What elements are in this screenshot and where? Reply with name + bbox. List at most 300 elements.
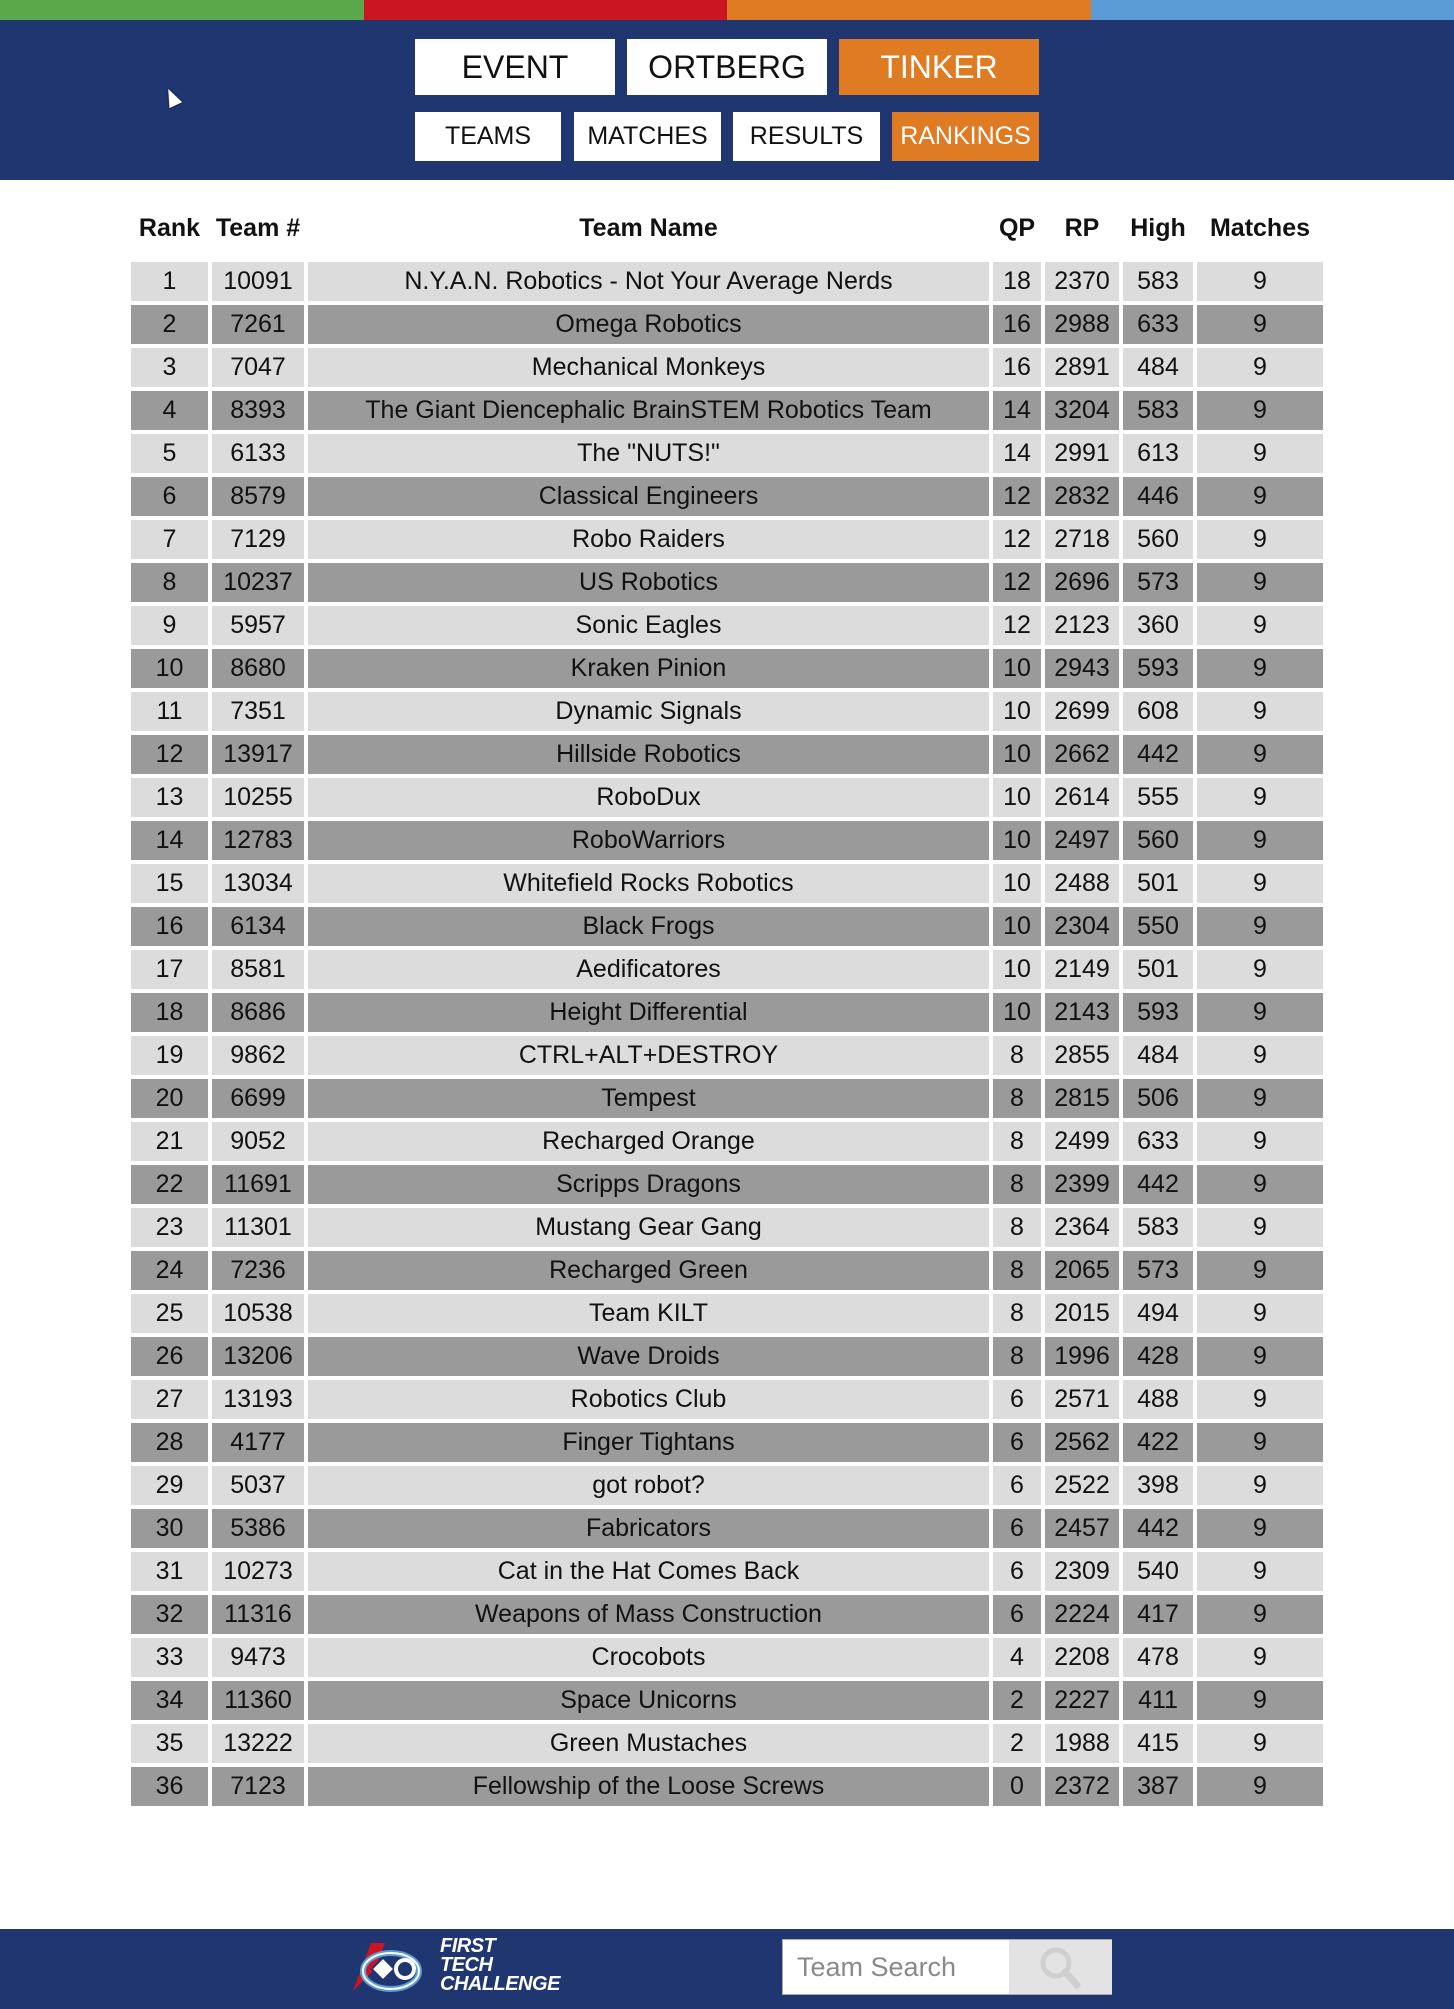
table-row — [131, 1079, 1323, 1118]
cell-matches: 9 — [1197, 649, 1323, 688]
header-matches: Matches — [1209, 213, 1311, 242]
cell-team-name: Omega Robotics — [308, 305, 989, 344]
table-row — [131, 1294, 1323, 1333]
cell-high: 593 — [1123, 993, 1193, 1032]
cell-qp: 10 — [993, 950, 1041, 989]
cell-qp: 12 — [993, 563, 1041, 602]
cell-high: 501 — [1123, 950, 1193, 989]
cell-high: 633 — [1123, 1122, 1193, 1161]
team-search-input[interactable] — [783, 1940, 1009, 1994]
header-qp: QP — [998, 213, 1036, 242]
cell-team-number: 5386 — [212, 1509, 304, 1548]
cell-team-number: 5957 — [212, 606, 304, 645]
table-row — [131, 692, 1323, 731]
cell-high: 484 — [1123, 1036, 1193, 1075]
cell-team-number: 6699 — [212, 1079, 304, 1118]
cell-rp: 2457 — [1045, 1509, 1119, 1548]
cell-rank: 36 — [131, 1767, 208, 1806]
cell-team-number: 11360 — [212, 1681, 304, 1720]
cell-rank: 4 — [131, 391, 208, 430]
cell-team-number: 8686 — [212, 993, 304, 1032]
cell-team-number: 7351 — [212, 692, 304, 731]
cell-qp: 10 — [993, 649, 1041, 688]
cell-high: 428 — [1123, 1337, 1193, 1376]
cell-qp: 16 — [993, 305, 1041, 344]
cell-rank: 32 — [131, 1595, 208, 1634]
cell-high: 415 — [1123, 1724, 1193, 1763]
cell-qp: 6 — [993, 1423, 1041, 1462]
table-row — [131, 1165, 1323, 1204]
cell-rp: 2891 — [1045, 348, 1119, 387]
table-row — [131, 262, 1323, 301]
cell-high: 560 — [1123, 821, 1193, 860]
cell-matches: 9 — [1197, 1681, 1323, 1720]
cell-team-number: 7236 — [212, 1251, 304, 1290]
cell-rp: 2988 — [1045, 305, 1119, 344]
cell-qp: 8 — [993, 1122, 1041, 1161]
cell-matches: 9 — [1197, 1208, 1323, 1247]
cell-rp: 2372 — [1045, 1767, 1119, 1806]
cell-high: 613 — [1123, 434, 1193, 473]
cell-team-number: 10255 — [212, 778, 304, 817]
results-button[interactable]: RESULTS — [733, 112, 880, 161]
table-row — [131, 1380, 1323, 1419]
cell-matches: 9 — [1197, 1380, 1323, 1419]
cell-high: 360 — [1123, 606, 1193, 645]
logo-text — [440, 1937, 560, 1994]
cell-rank: 34 — [131, 1681, 208, 1720]
cell-rank: 27 — [131, 1380, 208, 1419]
cell-high: 422 — [1123, 1423, 1193, 1462]
cell-team-number: 7261 — [212, 305, 304, 344]
cell-team-name: Team KILT — [308, 1294, 989, 1333]
cell-rp: 2224 — [1045, 1595, 1119, 1634]
cell-matches: 9 — [1197, 1294, 1323, 1333]
cell-rank: 17 — [131, 950, 208, 989]
cell-high: 560 — [1123, 520, 1193, 559]
cell-rank: 8 — [131, 563, 208, 602]
cell-rank: 30 — [131, 1509, 208, 1548]
table-row — [131, 1466, 1323, 1505]
cell-qp: 10 — [993, 821, 1041, 860]
cell-rank: 10 — [131, 649, 208, 688]
cell-matches: 9 — [1197, 1165, 1323, 1204]
cell-team-name: RoboWarriors — [308, 821, 989, 860]
cell-matches: 9 — [1197, 821, 1323, 860]
cell-team-name: Recharged Orange — [308, 1122, 989, 1161]
cell-high: 540 — [1123, 1552, 1193, 1591]
cell-high: 583 — [1123, 391, 1193, 430]
header-rp: RP — [1064, 213, 1100, 242]
table-row — [131, 1681, 1323, 1720]
cell-team-name: Robotics Club — [308, 1380, 989, 1419]
tinker-button[interactable]: TINKER — [839, 39, 1039, 95]
event-button[interactable]: EVENT — [415, 39, 615, 95]
cell-matches: 9 — [1197, 520, 1323, 559]
search-icon — [1009, 1940, 1112, 1994]
cell-team-name: got robot? — [308, 1466, 989, 1505]
cell-team-name: Wave Droids — [308, 1337, 989, 1376]
table-row — [131, 1638, 1323, 1677]
table-row — [131, 1552, 1323, 1591]
cell-team-name: Fabricators — [308, 1509, 989, 1548]
cell-high: 583 — [1123, 1208, 1193, 1247]
cell-matches: 9 — [1197, 434, 1323, 473]
table-row — [131, 778, 1323, 817]
cell-team-number: 4177 — [212, 1423, 304, 1462]
cell-team-number: 6133 — [212, 434, 304, 473]
cell-rp: 2614 — [1045, 778, 1119, 817]
cell-qp: 8 — [993, 1079, 1041, 1118]
cell-matches: 9 — [1197, 1337, 1323, 1376]
cell-team-number: 13193 — [212, 1380, 304, 1419]
cell-qp: 14 — [993, 391, 1041, 430]
cell-rp: 1988 — [1045, 1724, 1119, 1763]
cell-team-name: Black Frogs — [308, 907, 989, 946]
cell-team-number: 11316 — [212, 1595, 304, 1634]
cell-team-name: The Giant Diencephalic BrainSTEM Robotics Team — [308, 391, 989, 430]
cell-team-number: 8393 — [212, 391, 304, 430]
cell-high: 494 — [1123, 1294, 1193, 1333]
table-row — [131, 950, 1323, 989]
cell-high: 633 — [1123, 305, 1193, 344]
cell-rp: 2855 — [1045, 1036, 1119, 1075]
cell-team-number: 12783 — [212, 821, 304, 860]
cell-qp: 16 — [993, 348, 1041, 387]
table-row — [131, 1767, 1323, 1806]
cell-high: 555 — [1123, 778, 1193, 817]
cell-team-number: 10091 — [212, 262, 304, 301]
cell-qp: 14 — [993, 434, 1041, 473]
cell-rp: 2370 — [1045, 262, 1119, 301]
table-row — [131, 1337, 1323, 1376]
table-row — [131, 520, 1323, 559]
cell-matches: 9 — [1197, 606, 1323, 645]
header-rank: Rank — [138, 213, 201, 242]
cell-matches: 9 — [1197, 1767, 1323, 1806]
cell-rank: 9 — [131, 606, 208, 645]
cell-qp: 10 — [993, 735, 1041, 774]
cell-high: 442 — [1123, 1509, 1193, 1548]
cell-high: 442 — [1123, 1165, 1193, 1204]
cell-rp: 2699 — [1045, 692, 1119, 731]
footer-bar — [0, 1929, 1454, 2009]
cell-matches: 9 — [1197, 563, 1323, 602]
cell-team-name: The "NUTS!" — [308, 434, 989, 473]
cell-rank: 5 — [131, 434, 208, 473]
cell-team-number: 7129 — [212, 520, 304, 559]
table-row — [131, 606, 1323, 645]
cell-qp: 10 — [993, 692, 1041, 731]
cell-team-name: Dynamic Signals — [308, 692, 989, 731]
stripe-green — [0, 0, 364, 20]
cell-rank: 25 — [131, 1294, 208, 1333]
cell-team-number: 9473 — [212, 1638, 304, 1677]
cell-matches: 9 — [1197, 1724, 1323, 1763]
cell-team-name: Tempest — [308, 1079, 989, 1118]
stripe-orange — [727, 0, 1091, 20]
cell-rank: 20 — [131, 1079, 208, 1118]
table-row — [131, 1251, 1323, 1290]
table-row — [131, 391, 1323, 430]
cell-team-number: 8579 — [212, 477, 304, 516]
cell-rank: 2 — [131, 305, 208, 344]
color-stripe — [0, 0, 1454, 20]
cell-team-name: Fellowship of the Loose Screws — [308, 1767, 989, 1806]
rankings-table — [127, 194, 1327, 1810]
logo-line-challenge: CHALLENGE — [440, 1973, 560, 1995]
cell-high: 442 — [1123, 735, 1193, 774]
cell-qp: 12 — [993, 477, 1041, 516]
cell-high: 550 — [1123, 907, 1193, 946]
table-row — [131, 1423, 1323, 1462]
cell-team-name: Mechanical Monkeys — [308, 348, 989, 387]
header-team-number: Team # — [215, 213, 301, 242]
cell-rp: 2309 — [1045, 1552, 1119, 1591]
search-button[interactable] — [1009, 1940, 1112, 1994]
cell-qp: 2 — [993, 1724, 1041, 1763]
cell-high: 446 — [1123, 477, 1193, 516]
cell-matches: 9 — [1197, 1251, 1323, 1290]
cell-rank: 12 — [131, 735, 208, 774]
cell-qp: 10 — [993, 907, 1041, 946]
table-row — [131, 993, 1323, 1032]
cell-qp: 4 — [993, 1638, 1041, 1677]
cell-rp: 2696 — [1045, 563, 1119, 602]
cell-qp: 0 — [993, 1767, 1041, 1806]
cell-team-number: 13917 — [212, 735, 304, 774]
table-row — [131, 1509, 1323, 1548]
cell-rank: 22 — [131, 1165, 208, 1204]
cell-matches: 9 — [1197, 1638, 1323, 1677]
teams-button[interactable]: TEAMS — [415, 112, 561, 161]
cell-qp: 6 — [993, 1466, 1041, 1505]
table-row — [131, 907, 1323, 946]
table-row — [131, 1036, 1323, 1075]
table-row — [131, 649, 1323, 688]
cell-team-number: 11691 — [212, 1165, 304, 1204]
cell-team-name: Robo Raiders — [308, 520, 989, 559]
cell-rp: 2571 — [1045, 1380, 1119, 1419]
cell-high: 573 — [1123, 1251, 1193, 1290]
header-team-name: Team Name — [579, 213, 718, 242]
logo-line-tech: TECH — [440, 1954, 493, 1976]
cell-qp: 10 — [993, 993, 1041, 1032]
cell-rp: 2149 — [1045, 950, 1119, 989]
cell-qp: 10 — [993, 778, 1041, 817]
cell-rp: 2227 — [1045, 1681, 1119, 1720]
cell-rank: 24 — [131, 1251, 208, 1290]
cell-rp: 2497 — [1045, 821, 1119, 860]
cell-rp: 2718 — [1045, 520, 1119, 559]
cell-qp: 8 — [993, 1165, 1041, 1204]
cell-team-name: Hillside Robotics — [308, 735, 989, 774]
cell-high: 411 — [1123, 1681, 1193, 1720]
cell-rp: 2815 — [1045, 1079, 1119, 1118]
cell-rp: 2399 — [1045, 1165, 1119, 1204]
team-search — [782, 1939, 1112, 1995]
cell-matches: 9 — [1197, 391, 1323, 430]
cell-rank: 19 — [131, 1036, 208, 1075]
cell-team-number: 8680 — [212, 649, 304, 688]
cell-high: 398 — [1123, 1466, 1193, 1505]
cell-matches: 9 — [1197, 1423, 1323, 1462]
rankings-button[interactable]: RANKINGS — [892, 112, 1039, 161]
cell-qp: 8 — [993, 1036, 1041, 1075]
table-row — [131, 1122, 1323, 1161]
cell-team-name: Height Differential — [308, 993, 989, 1032]
cell-matches: 9 — [1197, 864, 1323, 903]
cell-qp: 10 — [993, 864, 1041, 903]
cell-high: 387 — [1123, 1767, 1193, 1806]
table-row — [131, 305, 1323, 344]
table-row — [131, 864, 1323, 903]
cell-team-name: Green Mustaches — [308, 1724, 989, 1763]
cell-rank: 13 — [131, 778, 208, 817]
cell-team-number: 13034 — [212, 864, 304, 903]
cell-qp: 2 — [993, 1681, 1041, 1720]
cell-matches: 9 — [1197, 1036, 1323, 1075]
cell-team-name: Kraken Pinion — [308, 649, 989, 688]
cell-rp: 2065 — [1045, 1251, 1119, 1290]
cell-rank: 15 — [131, 864, 208, 903]
cell-team-number: 13206 — [212, 1337, 304, 1376]
stripe-red — [364, 0, 728, 20]
cell-rank: 31 — [131, 1552, 208, 1591]
cell-team-name: Sonic Eagles — [308, 606, 989, 645]
cell-rank: 28 — [131, 1423, 208, 1462]
cell-team-number: 10237 — [212, 563, 304, 602]
cell-team-number: 6134 — [212, 907, 304, 946]
cell-team-name: CTRL+ALT+DESTROY — [308, 1036, 989, 1075]
cell-team-name: Space Unicorns — [308, 1681, 989, 1720]
cell-rp: 2562 — [1045, 1423, 1119, 1462]
cell-qp: 12 — [993, 606, 1041, 645]
cell-high: 484 — [1123, 348, 1193, 387]
cell-rank: 3 — [131, 348, 208, 387]
cell-qp: 6 — [993, 1509, 1041, 1548]
cell-team-name: US Robotics — [308, 563, 989, 602]
cell-matches: 9 — [1197, 262, 1323, 301]
cell-team-name: Mustang Gear Gang — [308, 1208, 989, 1247]
cell-team-name: Scripps Dragons — [308, 1165, 989, 1204]
cell-qp: 18 — [993, 262, 1041, 301]
cell-team-name: Aedificatores — [308, 950, 989, 989]
cell-qp: 8 — [993, 1208, 1041, 1247]
cell-rank: 26 — [131, 1337, 208, 1376]
cell-high: 478 — [1123, 1638, 1193, 1677]
cell-high: 583 — [1123, 262, 1193, 301]
cell-team-number: 9862 — [212, 1036, 304, 1075]
cell-rp: 2832 — [1045, 477, 1119, 516]
cell-rp: 2499 — [1045, 1122, 1119, 1161]
stripe-blue — [1091, 0, 1454, 20]
cell-rank: 6 — [131, 477, 208, 516]
table-row — [131, 1208, 1323, 1247]
cell-team-number: 7047 — [212, 348, 304, 387]
cell-rp: 2015 — [1045, 1294, 1119, 1333]
table-row — [131, 348, 1323, 387]
cell-rank: 35 — [131, 1724, 208, 1763]
ortberg-button[interactable]: ORTBERG — [627, 39, 827, 95]
table-row — [131, 821, 1323, 860]
cell-matches: 9 — [1197, 1079, 1323, 1118]
cell-matches: 9 — [1197, 907, 1323, 946]
cell-qp: 12 — [993, 520, 1041, 559]
cell-high: 506 — [1123, 1079, 1193, 1118]
cell-rp: 2143 — [1045, 993, 1119, 1032]
matches-button[interactable]: MATCHES — [574, 112, 721, 161]
cell-team-number: 10273 — [212, 1552, 304, 1591]
cell-rank: 29 — [131, 1466, 208, 1505]
cell-matches: 9 — [1197, 778, 1323, 817]
cell-team-name: RoboDux — [308, 778, 989, 817]
cell-matches: 9 — [1197, 305, 1323, 344]
cell-rank: 21 — [131, 1122, 208, 1161]
cell-rp: 2364 — [1045, 1208, 1119, 1247]
cell-rank: 14 — [131, 821, 208, 860]
cell-team-number: 11301 — [212, 1208, 304, 1247]
cell-high: 488 — [1123, 1380, 1193, 1419]
cell-matches: 9 — [1197, 348, 1323, 387]
cell-matches: 9 — [1197, 1552, 1323, 1591]
cell-team-number: 9052 — [212, 1122, 304, 1161]
cell-matches: 9 — [1197, 1509, 1323, 1548]
cell-rp: 3204 — [1045, 391, 1119, 430]
cell-team-name: Whitefield Rocks Robotics — [308, 864, 989, 903]
logo-line-first: FIRST — [440, 1935, 496, 1957]
cell-rp: 2123 — [1045, 606, 1119, 645]
cell-rp: 2304 — [1045, 907, 1119, 946]
cell-rank: 33 — [131, 1638, 208, 1677]
cell-high: 573 — [1123, 563, 1193, 602]
cell-high: 593 — [1123, 649, 1193, 688]
cell-team-number: 10538 — [212, 1294, 304, 1333]
cell-qp: 8 — [993, 1294, 1041, 1333]
cell-team-number: 8581 — [212, 950, 304, 989]
cell-team-number: 5037 — [212, 1466, 304, 1505]
cell-rp: 2943 — [1045, 649, 1119, 688]
cell-rp: 2522 — [1045, 1466, 1119, 1505]
cell-team-name: N.Y.A.N. Robotics - Not Your Average Nerds — [308, 262, 989, 301]
cell-team-name: Weapons of Mass Construction — [308, 1595, 989, 1634]
cell-qp: 6 — [993, 1595, 1041, 1634]
table-row — [131, 477, 1323, 516]
cell-team-name: Crocobots — [308, 1638, 989, 1677]
cell-rank: 16 — [131, 907, 208, 946]
table-row — [131, 1595, 1323, 1634]
table-row — [131, 434, 1323, 473]
cell-qp: 6 — [993, 1552, 1041, 1591]
cell-matches: 9 — [1197, 950, 1323, 989]
cell-qp: 8 — [993, 1251, 1041, 1290]
table-row — [131, 735, 1323, 774]
cell-matches: 9 — [1197, 477, 1323, 516]
cell-team-name: Recharged Green — [308, 1251, 989, 1290]
header-high: High — [1130, 213, 1186, 242]
cell-team-number: 13222 — [212, 1724, 304, 1763]
cell-rp: 2662 — [1045, 735, 1119, 774]
cell-rp: 2208 — [1045, 1638, 1119, 1677]
cell-matches: 9 — [1197, 1466, 1323, 1505]
cell-rp: 2488 — [1045, 864, 1119, 903]
cell-team-number: 7123 — [212, 1767, 304, 1806]
cell-matches: 9 — [1197, 692, 1323, 731]
cell-team-name: Classical Engineers — [308, 477, 989, 516]
cell-high: 608 — [1123, 692, 1193, 731]
cell-qp: 6 — [993, 1380, 1041, 1419]
cell-high: 417 — [1123, 1595, 1193, 1634]
